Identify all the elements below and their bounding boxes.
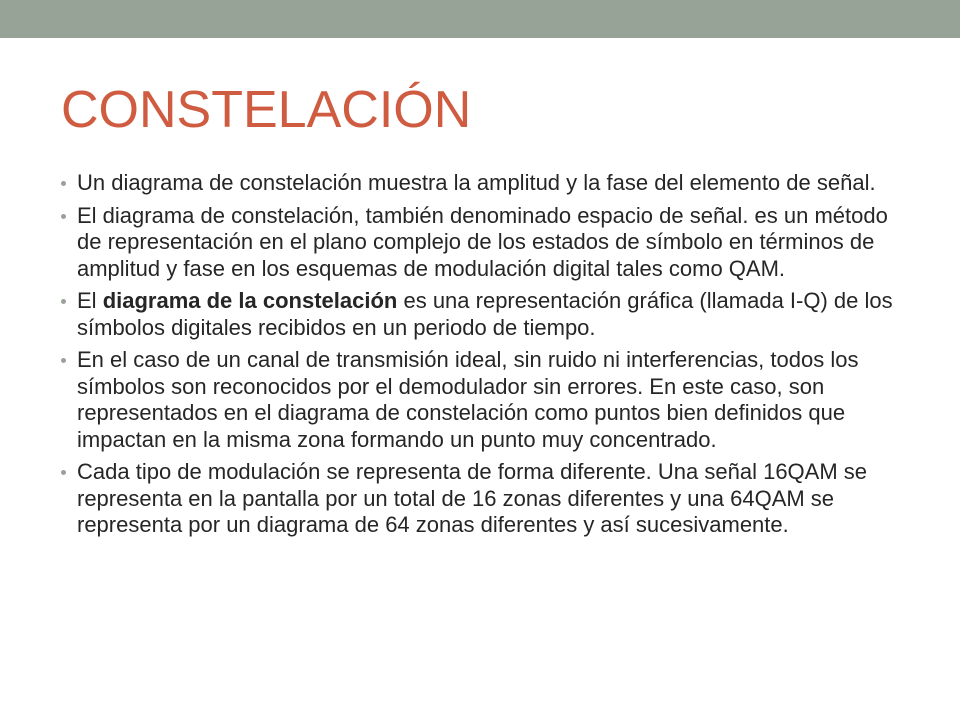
bullet-dot-icon (61, 299, 66, 304)
bullet-text-2: El diagrama de constelación, también denominado espacio de señal. es un método de representación en el plano complejo de los estados de símbolo en términos de amplitud y fase en los esquemas de modulación digital tales como QAM. (77, 202, 888, 281)
top-accent-bar (0, 0, 960, 38)
bullet-text-3-bold: diagrama de la constelación (102, 288, 398, 313)
bullet-text-1: Un diagrama de constelación muestra la amplitud y la fase del elemento de señal. (77, 170, 876, 195)
bullet-text-3 (77, 288, 893, 340)
bullet-text-3-suffix: es una representación gráfica (llamada I-Q) de los símbolos digitales recibidos en un periodo de tiempo. (77, 288, 893, 340)
bullet-dot-icon (61, 358, 66, 363)
bullet-item-5 (66, 459, 908, 539)
bullet-item-3 (66, 288, 908, 341)
bullet-dot-icon (61, 214, 66, 219)
bullet-item-1 (66, 170, 908, 197)
bullet-item-2 (66, 203, 908, 283)
bullet-dot-icon (61, 181, 66, 186)
bullet-list (66, 170, 908, 545)
bullet-text-3-prefix: El (77, 288, 103, 313)
bullet-item-4 (66, 347, 908, 453)
bullet-dot-icon (61, 470, 66, 475)
bullet-text-5: Cada tipo de modulación se representa de forma diferente. Una señal 16QAM se representa en la pantalla por un total de 16 zonas diferentes y una 64QAM se representa por un diagrama de 64 zonas diferentes y así sucesivamente. (77, 459, 868, 537)
bullet-text-4: En el caso de un canal de transmisión ideal, sin ruido ni interferencias, todos los símbolos son reconocidos por el demodulador sin errores. En este caso, son representados en el diagrama de constelación como puntos bien definidos que impactan en la misma zona formando un punto muy concentrado. (77, 347, 859, 452)
slide-title: CONSTELACIÓN (61, 81, 472, 139)
